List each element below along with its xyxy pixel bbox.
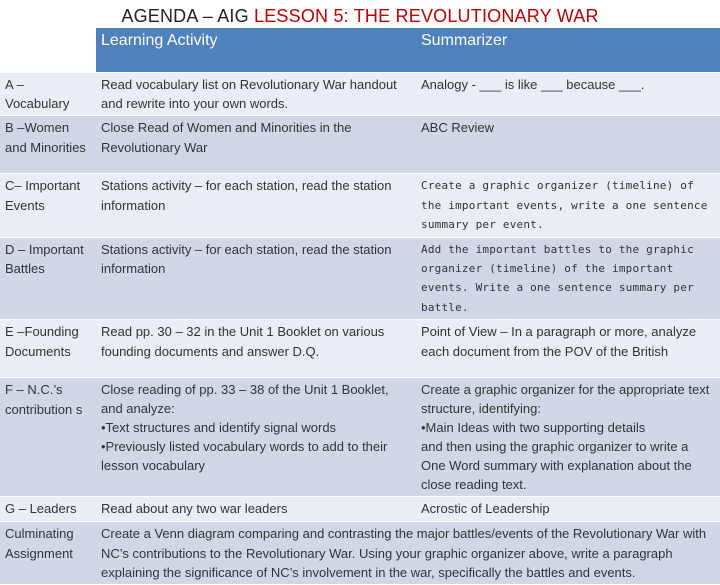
- page-title: [0, 6, 720, 27]
- table-row: [0, 497, 720, 522]
- agenda-table: [0, 28, 720, 585]
- row-summarizer: Point of View – In a paragraph or more, analyze each document from the POV of the British: [416, 320, 720, 378]
- table-row: [0, 237, 720, 320]
- activity-line: Close reading of pp. 33 – 38 of the Unit 1 Booklet, and analyze:: [101, 382, 389, 417]
- row-summarizer: Create a graphic organizer (timeline) of the important events, write a one sentence summary per event.: [416, 174, 720, 237]
- row-label: F – N.C.’s contribution s: [0, 378, 96, 497]
- row-activity: Read pp. 30 – 32 in the Unit 1 Booklet on various founding documents and answer D.Q.: [96, 320, 416, 378]
- summarizer-line: Create a graphic organizer for the appropriate text structure, identifying:: [421, 382, 710, 417]
- activity-line: •Text structures and identify signal words: [101, 420, 337, 436]
- row-label: Culminating Assignment: [0, 522, 96, 585]
- row-activity: Read about any two war leaders: [96, 497, 416, 522]
- header-learning-activity: Learning Activity: [96, 28, 416, 72]
- row-activity: Close Read of Women and Minorities in the Revolutionary War: [96, 116, 416, 174]
- row-label: A – Vocabulary: [0, 72, 96, 116]
- table-row: [0, 116, 720, 174]
- row-summarizer: Add the important battles to the graphic organizer (timeline) of the important events. Write a one sentence summary per battle.: [416, 237, 720, 320]
- row-summarizer: Acrostic of Leadership: [416, 497, 720, 522]
- row-activity: Stations activity – for each station, read the station information: [96, 174, 416, 237]
- row-label: G – Leaders: [0, 497, 96, 522]
- row-label: C– Important Events: [0, 174, 96, 237]
- title-prefix: AGENDA – AIG: [121, 6, 255, 26]
- table-row: [0, 72, 720, 116]
- table-row: [0, 174, 720, 237]
- row-activity: Stations activity – for each station, read the station information: [96, 237, 416, 320]
- row-activity: Create a Venn diagram comparing and contrasting the major battles/events of the Revolutionary War with NC’s contributions to the Revolutionary War. Using your graphic organizer above, write a paragraph explaining the significance of NC’s involvement in the war, specifically the battles and events.: [96, 522, 720, 585]
- title-accent: LESSON 5: THE REVOLUTIONARY WAR: [254, 6, 599, 26]
- table-row: [0, 320, 720, 378]
- row-activity: [96, 378, 416, 497]
- row-summarizer: Analogy - ___ is like ___ because ___.: [416, 72, 720, 116]
- row-label: D – Important Battles: [0, 237, 96, 320]
- activity-line: •Previously listed vocabulary words to add to their lesson vocabulary: [101, 439, 388, 474]
- table-row: [0, 378, 720, 497]
- summarizer-line: and then using the graphic organizer to write a One Word summary with explanation about the close reading text.: [421, 439, 692, 493]
- row-summarizer: [416, 378, 720, 497]
- table-row: [0, 522, 720, 585]
- row-summarizer: ABC Review: [416, 116, 720, 174]
- header-summarizer: Summarizer: [416, 28, 720, 72]
- row-label: E –Founding Documents: [0, 320, 96, 378]
- summarizer-line: •Main Ideas with two supporting details: [421, 420, 646, 436]
- header-row: [0, 28, 720, 72]
- header-blank: [0, 28, 96, 72]
- row-activity: Read vocabulary list on Revolutionary War handout and rewrite into your own words.: [96, 72, 416, 116]
- row-label: B –Women and Minorities: [0, 116, 96, 174]
